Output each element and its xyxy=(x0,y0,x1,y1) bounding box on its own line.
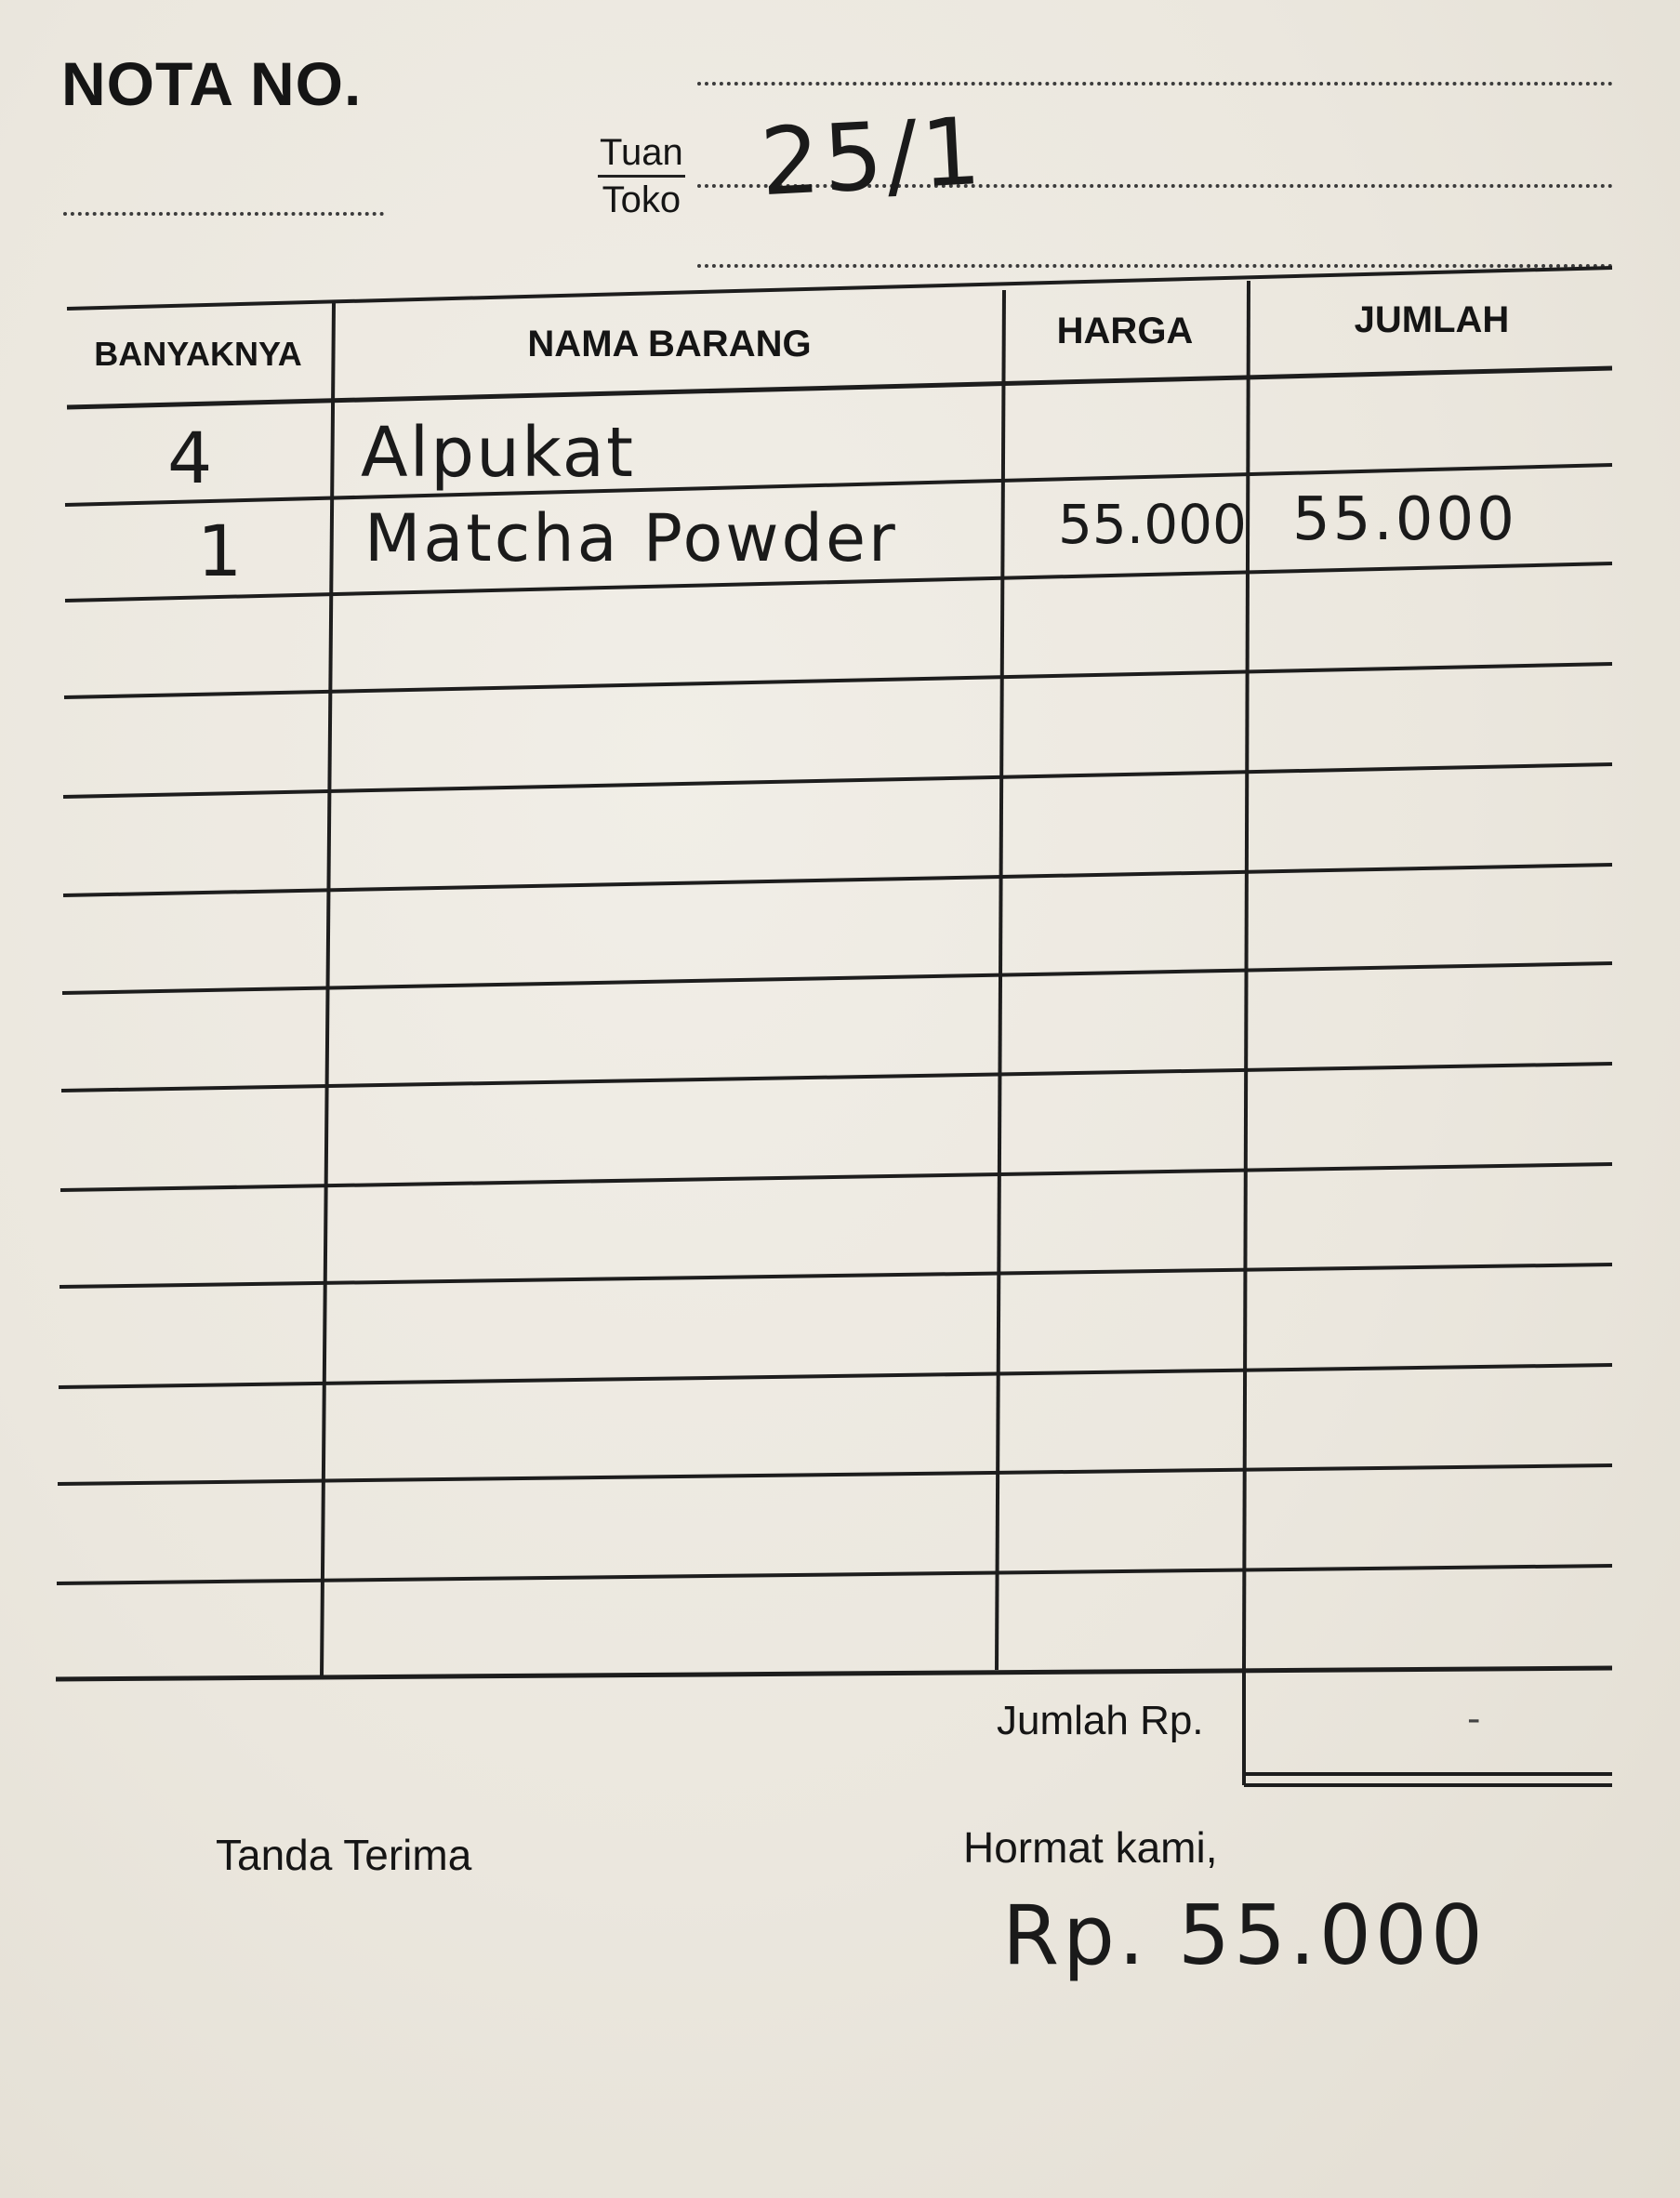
toko-label: Toko xyxy=(602,179,681,220)
column-header-nama-barang: NAMA BARANG xyxy=(527,324,812,364)
signature-note: Rp. 55.000 xyxy=(1002,1887,1487,1983)
column-header-banyaknya: BANYAKNYA xyxy=(94,335,302,373)
table-row-2-item: Matcha Powder xyxy=(364,500,898,576)
tuan-label: Tuan xyxy=(598,130,685,178)
total-label: Jumlah Rp. xyxy=(997,1698,1204,1743)
handwritten-date: 25/1 xyxy=(758,96,987,218)
table-row-2-price: 55.000 xyxy=(1058,493,1247,556)
table-row-1-item: Alpukat xyxy=(361,413,635,493)
table-row-2-amount: 55.000 xyxy=(1292,485,1517,554)
column-header-harga: HARGA xyxy=(1056,311,1194,351)
total-value: - xyxy=(1467,1698,1481,1741)
received-label: Tanda Terima xyxy=(216,1831,472,1879)
regards-label: Hormat kami, xyxy=(963,1823,1218,1872)
column-header-jumlah: JUMLAH xyxy=(1354,299,1510,340)
table-row-1-qty: 4 xyxy=(167,417,213,499)
page-title: NOTA NO. xyxy=(61,49,363,118)
table-row-2-qty: 1 xyxy=(197,510,243,592)
